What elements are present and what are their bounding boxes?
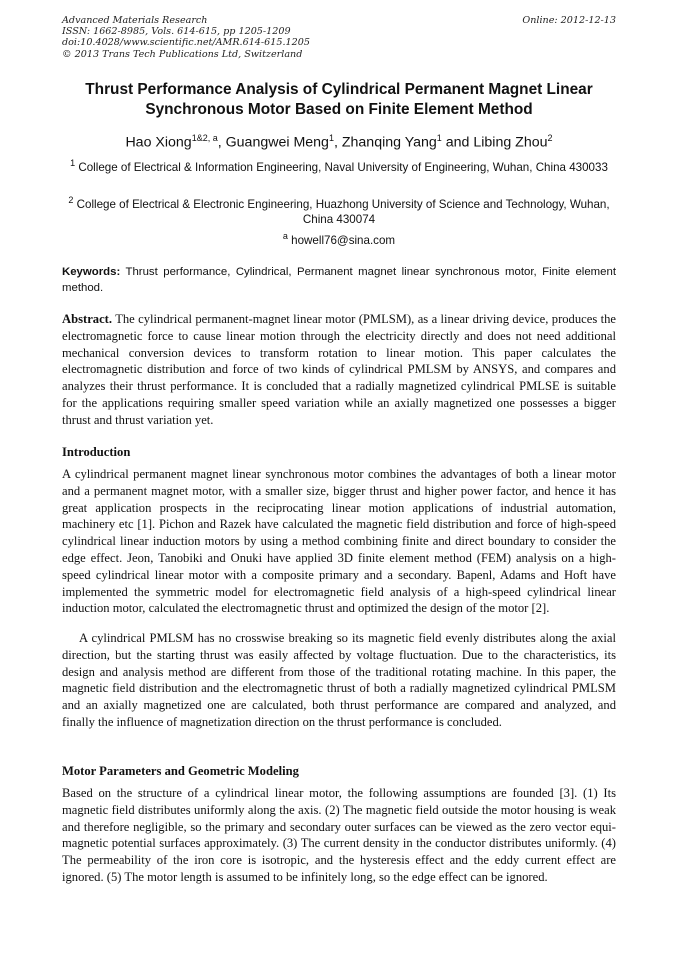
affiliation-mark: 2 (68, 195, 74, 205)
online-date: Online: 2012-12-13 (522, 15, 616, 26)
author-separator: and (441, 134, 474, 151)
keywords-label: Keywords: (62, 266, 121, 278)
affiliation-text: College of Electrical & Electronic Engineering, Huazhong University of Science and Technology, Wuhan, China 430074 (76, 197, 610, 227)
introduction-paragraph-1: A cylindrical permanent magnet linear synchronous motor combines the advantages of both a linear motor and a permanent magnet motor, with a smaller size, bigger thrust and higher power factor, and hence it has great application prospects in the reciprocating linear motion applications of industrial automation, machinery etc [1]. Pichon and Razek have calculated the magnetic field distribution and force of high-speed cylindrical linear induction motors by using a method combining finite and direct boundary to consider the edge effect. Jeon, Tanobiki and Onuki have applied 3D finite element method (FEM) analysis on a high-speed cylindrical linear motor with a composite primary and a secondary. Bapenl, Adams and Hoft have implemented the symmetric model for electromagnetic field analysis of a high-speed cylindrical linear induction motor, calculated the electromagnetic thrust and optimized the design of the motor [2]. (62, 467, 616, 616)
abstract-label: Abstract. (62, 312, 113, 326)
author-name: Guangwei Meng (225, 134, 329, 151)
author-affil-mark: 1&2, a (191, 133, 218, 143)
section-heading-introduction: Introduction (62, 445, 131, 459)
motor-parameters-paragraph: Based on the structure of a cylindrical linear motor, the following assumptions are founded [3]. (1) Its magnetic field distributes uniformly along the axis. (2) The magnetic field outside the motor housing is weak and therefore negligible, so the primary and secondary outer surfaces can be viewed as the zero vector equi-magnetic potential surfaces approximately. (3) The current density in the conductor distributes uniformly. (4) The permeability of the iron core is isotropic, and the hysteresis effect and the eddy current effect are ignored. (5) The motor length is assumed to be infinitely long, so the edge effect can be ignored. (62, 786, 616, 884)
abstract (62, 311, 616, 429)
journal-name: Advanced Materials Research (62, 15, 208, 26)
author-list (62, 129, 616, 152)
abstract-text: The cylindrical permanent-magnet linear motor (PMLSM), as a linear driving device, produces the electromagnetic force to cause linear motion through the electricity directly and does not need additional mechanical conversion devices to transform rotation to linear motion. This paper calculates the electromagnetic distribution and force of two kinds of cylindrical PMLSM by ANSYS, and compares and analyzes their thrust performance. It is concluded that a radially magnetized cylindrical PMLSE is suitable for the applications requiring smaller speed variation while an axially magnetized one possesses a bigger thrust and thrust variation yet. (62, 312, 617, 427)
keywords-text: Thrust performance, Cylindrical, Permanent magnet linear synchronous motor, Finite element method. (62, 266, 616, 294)
author-separator: , (333, 134, 342, 151)
email-mark: a (282, 231, 288, 241)
introduction-paragraph-2: A cylindrical PMLSM has no crosswise breaking so its magnetic field evenly distributes along the axial direction, but the starting thrust was easily affected by voltage fluctuation. Due to the characteristics, its design and analysis method are different from those of the traditional rotating machine. In this paper, the magnetic field distribution and the electromagnetic thrust of both a radially magnetized cylindrical PMLSM and an axially magnetized one are calculated, both thrust performance are compared and analyzed, and finally the influence of magnetization direction on the thrust performance is concluded. (62, 631, 616, 729)
affiliation-text: College of Electrical & Information Engineering, Naval University of Engineering, Wuhan, China 430033 (78, 160, 608, 174)
author-affil-mark: 2 (547, 133, 553, 143)
copyright-line: © 2013 Trans Tech Publications Ltd, Switzerland (62, 48, 303, 60)
author-name: Libing Zhou (473, 134, 548, 151)
affiliation-1 (62, 156, 616, 175)
paper-title: Thrust Performance Analysis of Cylindrical Permanent Magnet Linear Synchronous Motor Based on Finite Element Method (85, 81, 593, 118)
author-name: Hao Xiong (125, 134, 192, 151)
email-address[interactable]: howell76@sina.com (291, 233, 396, 247)
keywords (62, 265, 616, 296)
section-heading-motor-parameters: Motor Parameters and Geometric Modeling (62, 764, 299, 778)
issn-line: ISSN: 1662-8985, Vols. 614-615, pp 1205-1209 (62, 26, 291, 38)
author-affil-mark: 1 (436, 133, 442, 143)
author-separator: , (217, 134, 226, 151)
contact-email (62, 229, 616, 248)
author-affil-mark: 1 (328, 133, 334, 143)
affiliation-mark: 1 (70, 158, 76, 168)
doi-line[interactable]: doi:10.4028/www.scientific.net/AMR.614-615.1205 (62, 37, 310, 49)
author-name: Zhanqing Yang (341, 134, 437, 151)
journal-header (62, 15, 616, 60)
affiliation-2 (62, 193, 616, 228)
